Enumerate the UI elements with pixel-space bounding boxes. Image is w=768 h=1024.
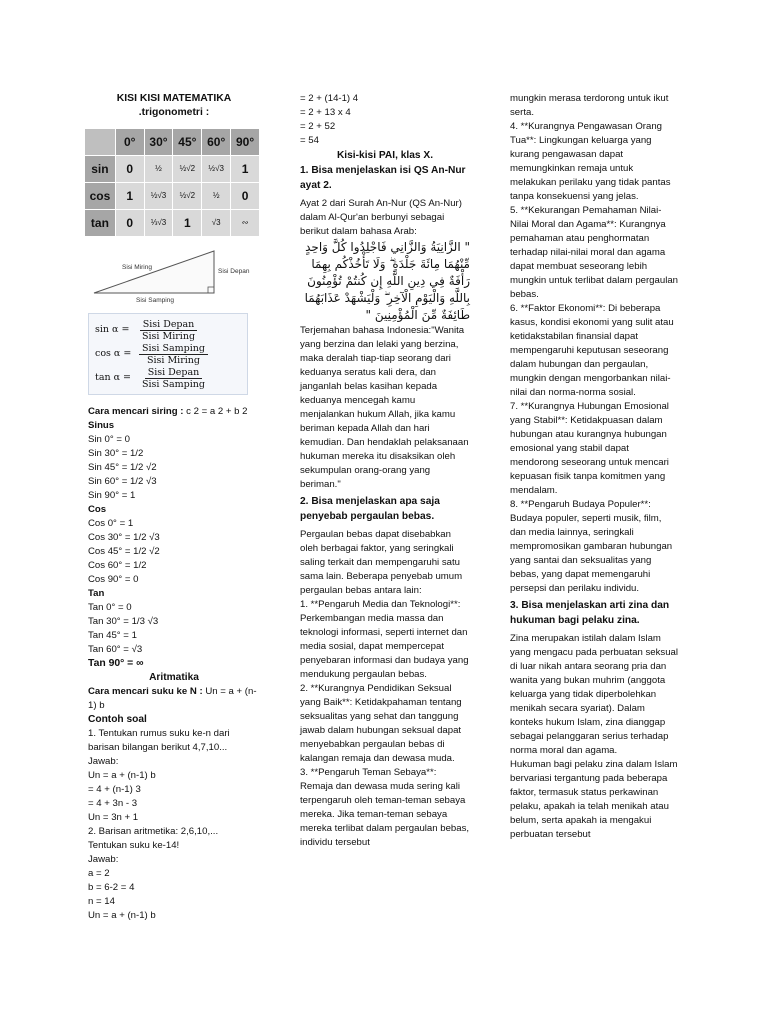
label-sisi-miring: Sisi Miring [122,264,152,271]
cos-item: Cos 0° = 1 [88,518,134,529]
table-cell: ½√3 [144,183,173,210]
zina-definition: Zina merupakan istilah dalam Islam yang mengacu pada perbuatan seksual di luar nikah antara seorang pria dan wanita yang bukan muhrim (anggota keluarga yang tidak diperbolehkan menikah secara syariat). Dalam konteks hukum Islam, zina dianggap sebagai pelanggaran serius terhadap norma moral dan agama. [510,633,679,756]
table-cell: ∾ [231,210,260,237]
formula-denominator: Sisi Miring [146,354,200,366]
tan-item: Tan 45° = 1 [88,630,137,641]
trig-table [84,128,260,237]
column-pai [300,92,470,850]
sinus-item: Sin 30° = 1/2 [88,448,144,459]
siring-label: Cara mencari siring : [88,406,184,417]
table-cell: 1 [231,156,260,183]
suku-label: Cara mencari suku ke N : [88,686,203,697]
cause-item: 5. **Kekurangan Pemahaman Nilai-Nilai Moral dan Agama**: Kurangnya pemahaman atau penghormatan terhadap nilai-nilai moral dan agama dapat membuat seseorang lebih mungkin untuk terlibat dalam pergaulan bebas. [510,205,678,300]
table-cell: ⅓√3 [144,210,173,237]
arabic-verse: " الزَّانِيَةُ وَالزَّانِي فَاجْلِدُوا كُلَّ وَاحِدٍ مِّنْهُمَا مِائَةَ جَلْدَةٍ ۖ وَلَا تَأْخُذْكُم بِهِمَا رَأْفَةٌ فِي دِينِ اللَّهِ إِن كُنتُمْ تُؤْمِنُونَ بِاللَّهِ وَالْيَوْمِ الْآخِرِ ۖ وَلْيَشْهَدْ عَذَابَهُمَا طَائِفَةٌ مِّنَ الْمُؤْمِنِينَ " [304,240,470,322]
formula-fraction [139,319,198,342]
cos-item: Cos 30° = 1/2 √3 [88,532,160,543]
tan-item: Tan 60° = √3 [88,644,143,655]
question-2-heading: 2. Bisa menjelaskan apa saja penyebab pergaulan bebas. [300,496,440,522]
calc-line: = 2 + 52 [300,121,336,132]
sinus-item: Sin 90° = 1 [88,490,136,501]
siring-formula: c 2 = a 2 + b 2 [183,406,248,417]
q1-intro: Ayat 2 dari Surah An-Nur (QS An-Nur) dalam Al-Qur'an berbunyi sebagai berikut dalam bahasa Arab: [300,198,462,237]
example-line: Tentukan suku ke-14! [88,840,180,851]
table-header: 30° [144,129,173,156]
table-cell: ½√3 [202,156,231,183]
example-line: 1. Tentukan rumus suku ke-n dari [88,728,230,739]
question-3-heading: 3. Bisa menjelaskan arti zina dan hukuman bagi pelaku zina. [510,600,670,626]
example-line: Un = 3n + 1 [88,812,139,823]
aritmatika-heading: Aritmatika [149,672,199,683]
formula-denominator: Sisi Miring [142,330,196,342]
formula-denominator: Sisi Samping [142,378,205,390]
sinus-heading: Sinus [88,420,115,431]
cause-item: 8. **Pengaruh Budaya Populer**: Budaya populer, seperti musik, film, dan media lainnya, seringkali mempromosikan gambaran hubungan yang santai dan seksualitas yang bebas, yang dapat memengaruhi persepsi dan perilaku individu. [510,499,673,594]
cause-item: 2. **Kurangnya Pendidikan Seksual yang Baik**: Ketidakpahaman tentang seksualitas yang sehat dan tanggung jawab dalam hubungan seksual dapat menyebabkan pergaulan bebas di kalangan remaja dan dewasa muda. [300,683,462,764]
sinus-item: Sin 45° = 1/2 √2 [88,462,157,473]
terjemahan-text: Terjemahan bahasa Indonesia:"Wanita yang berzina dan lelaki yang berzina, maka deralah tiap-tiap seorang dari keduanya seratus kali dera, dan janganlah belas kasihan kepada keduanya mencegah kamu menjalankan hukum Allah, jika kamu beriman kepada Allah dan hari kemudian. Dan hendaklah pelaksanaan hukuman mereka itu disaksikan oleh sekumpulan orang-orang yang beriman." [300,325,469,490]
formula-numerator: Sisi Depan [140,319,198,331]
example-line: Un = a + (n-1) b [88,770,156,781]
example-line: Jawab: [88,854,119,865]
formula-fraction [139,343,208,366]
cos-item: Cos 90° = 0 [88,574,139,585]
table-cell: 0 [115,210,144,237]
formula-lhs: sin α = [95,324,130,335]
table-cell: ½ [144,156,173,183]
example-line: b = 6-2 = 4 [88,882,135,893]
table-cell: ½√2 [173,156,202,183]
cause-item: 3. **Pengaruh Teman Sebaya**: Remaja dan dewasa muda sering kali terpengaruh oleh teman-teman sebaya mereka. Jika teman-teman sebaya mereka terlibat dalam pergaulan bebas, individu tersebut [300,767,470,848]
label-sisi-samping: Sisi Samping [136,297,174,304]
siring-section [88,405,260,923]
table-cell: 1 [173,210,202,237]
table-header: 90° [231,129,260,156]
formula-fraction [139,367,208,390]
pai-title: Kisi-kisi PAI, klas X. [336,150,434,161]
cause-item: 1. **Pengaruh Media dan Teknologi**: Perkembangan media massa dan teknologi informasi, seperti internet dan media sosial, dapat mempercepat penyebaran informasi dan budaya yang mendukung pergaulan bebas. [300,599,469,680]
suku-formula: Un = a + (n-1) b [88,686,257,711]
formula-numerator: Sisi Depan [145,367,203,379]
example-line: = 4 + (n-1) 3 [88,784,141,795]
column-matematika [88,92,260,923]
row-label: sin [85,156,116,183]
table-header: 60° [202,129,231,156]
continued-text: mungkin merasa terdorong untuk ikut serta. [510,93,669,118]
formula-lhs: cos α = [95,348,132,359]
formula-row [95,366,241,390]
cos-item: Cos 45° = 1/2 √2 [88,546,160,557]
example-line: 2. Barisan aritmetika: 2,6,10,... [88,826,219,837]
cause-item: 6. **Faktor Ekonomi**: Di beberapa kasus, kondisi ekonomi yang sulit atau ketidakstabilan finansial dapat mempengaruhi keputusan seseorang dalam hubungan dan pergaulan, mungkin dengan mengorbankan nilai-nilai dan norma-norma sosial. [510,303,674,398]
table-cell: ½ [202,183,231,210]
table-header: 0° [115,129,144,156]
table-cell: √3 [202,210,231,237]
cause-item: 7. **Kurangnya Hubungan Emosional yang Stabil**: Ketidakpuasan dalam hubungan atau kurangnya hubungan emosional yang stabil dapat mendorong seseorang untuk mencari kepuasan fisik tanpa komitmen yang mendalam. [510,401,669,496]
tan-item: Tan 30° = 1/3 √3 [88,616,159,627]
table-cell: ½√2 [173,183,202,210]
trig-subtitle: .trigonometri : [138,107,210,118]
q2-intro: Pergaulan bebas dapat disebabkan oleh berbagai faktor, yang seringkali saling terkait dan mempengaruhi satu sama lain. Beberapa penyebab umum pergaulan bebas antara lain: [300,529,463,596]
tan-item: Tan 0° = 0 [88,602,132,613]
column-pai-cont [510,92,680,842]
tan-90: Tan 90° = ∞ [88,658,144,669]
table-cell: 0 [231,183,260,210]
row-label: tan [85,210,116,237]
suku-line [88,685,260,713]
table-cell: 0 [115,156,144,183]
siring-line [88,405,260,419]
row-label: cos [85,183,116,210]
table-header: 45° [173,129,202,156]
formula-row [95,342,241,366]
example-line: a = 2 [88,868,110,879]
right-triangle-diagram [84,245,250,304]
formula-numerator: Sisi Samping [139,343,208,355]
table-cell: 1 [115,183,144,210]
label-sisi-depan: Sisi Depan [218,268,250,275]
formula-row [95,318,241,342]
math-title: KISI KISI MATEMATIKA [116,93,232,104]
calc-line: = 2 + (14-1) 4 [300,93,359,104]
cos-heading: Cos [88,504,107,515]
tan-heading: Tan [88,588,105,599]
contoh-heading: Contoh soal [88,714,147,725]
table-corner [85,129,116,156]
calc-line: = 2 + 13 x 4 [300,107,351,118]
cause-item: 4. **Kurangnya Pengawasan Orang Tua**: Lingkungan keluarga yang kurang pengawasan dapat memungkinkan remaja untuk melakukan perilaku yang tidak pantas tanpa konsekuensi yang jelas. [510,121,671,202]
example-line: Un = a + (n-1) b [88,910,156,921]
example-line: Jawab: [88,756,119,767]
example-line: n = 14 [88,896,115,907]
cos-item: Cos 60° = 1/2 [88,560,147,571]
question-1-heading: 1. Bisa menjelaskan isi QS An-Nur ayat 2. [300,165,466,191]
example-line: barisan bilangan berikut 4,7,10... [88,742,228,753]
sinus-item: Sin 60° = 1/2 √3 [88,476,157,487]
zina-punishment: Hukuman bagi pelaku zina dalam Islam bervariasi tergantung pada beberapa faktor, termasuk status perkawinan pelaku, apakah ia telah menikah atau belum, serta apakah ia mengakui perbuatan tersebut [510,759,678,840]
calc-line: = 54 [300,135,319,146]
example-line: = 4 + 3n - 3 [88,798,138,809]
trig-formula-box [88,313,248,395]
formula-lhs: tan α = [95,372,132,383]
sinus-item: Sin 0° = 0 [88,434,130,445]
